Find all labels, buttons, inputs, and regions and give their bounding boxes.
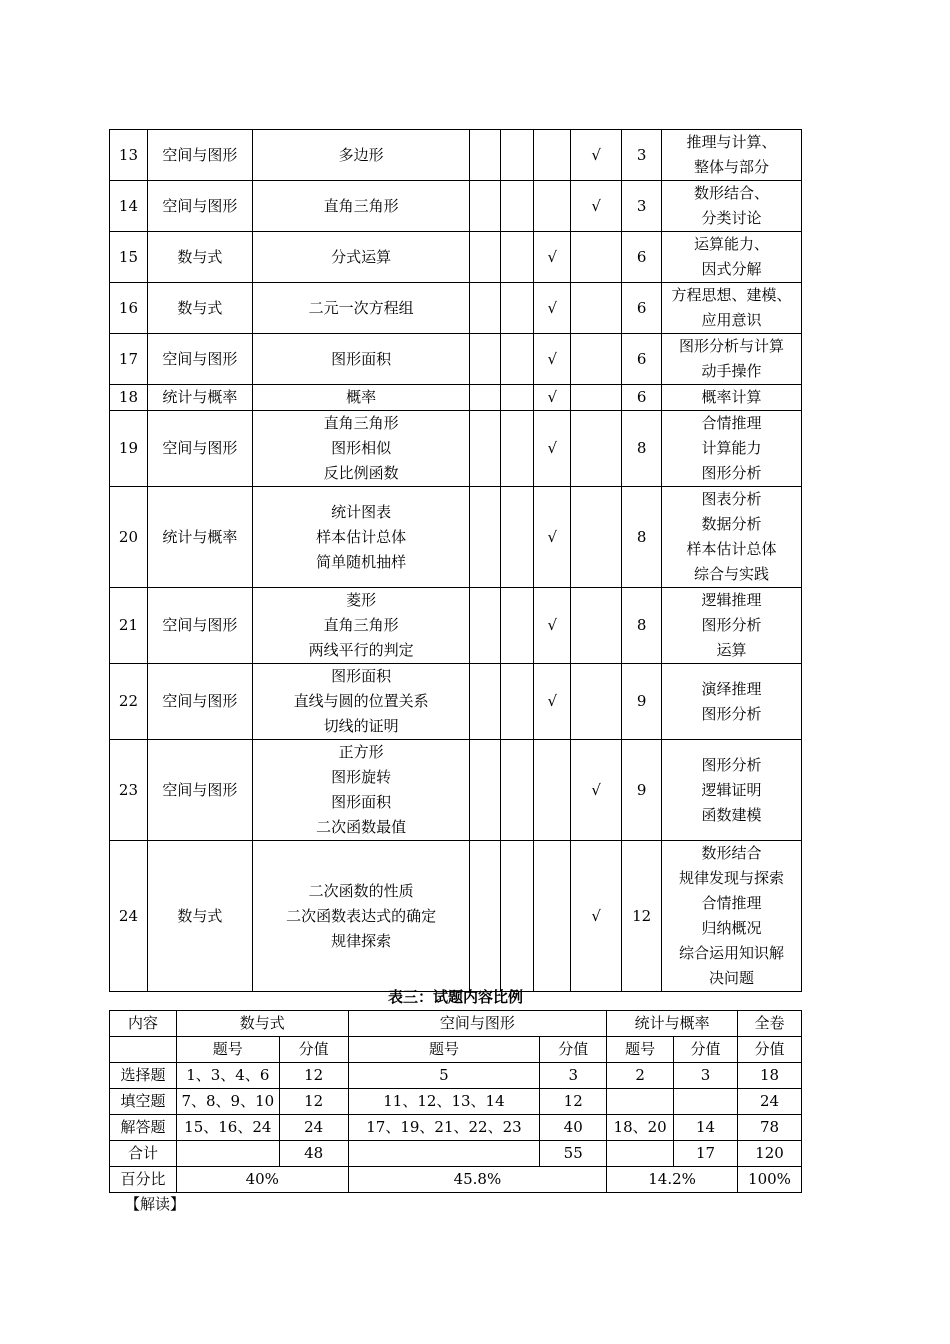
knowledge-points-line: 两线平行的判定 [308, 641, 414, 659]
level-cell-1 [470, 487, 501, 588]
question-number: 24 [110, 841, 148, 992]
knowledge-points-line: 二次函数的性质 [308, 881, 414, 900]
table-row [110, 1089, 802, 1115]
ability-cell-line: 决问题 [709, 969, 755, 987]
ability-cell-line: 数形结合、 [694, 184, 770, 202]
ability-cell [662, 487, 802, 588]
level-cell-3: √ [534, 385, 571, 411]
table-row [110, 181, 802, 232]
ability-cell [662, 232, 802, 283]
ability-cell-line: 运算能力、 [694, 235, 770, 253]
level-cell-4 [571, 664, 622, 740]
ability-cell-line: 数据分析 [701, 515, 762, 533]
content-domain: 空间与图形 [147, 181, 252, 232]
percent-total: 100% [737, 1167, 801, 1193]
content-domain: 统计与概率 [147, 385, 252, 411]
percent-label: 百分比 [110, 1167, 177, 1193]
level-cell-2 [501, 487, 534, 588]
ability-cell-line: 综合与实践 [694, 565, 770, 583]
knowledge-points-line: 概率 [346, 388, 377, 406]
ability-cell [662, 283, 802, 334]
cell-tot: 18 [737, 1063, 801, 1089]
cell-ne-s: 48 [279, 1141, 348, 1167]
ability-cell-line: 因式分解 [701, 260, 762, 278]
content-domain: 空间与图形 [147, 588, 252, 664]
knowledge-points [252, 740, 470, 841]
knowledge-points-line: 正方形 [338, 743, 384, 761]
level-cell-1 [470, 588, 501, 664]
question-number: 19 [110, 411, 148, 487]
level-cell-1 [470, 411, 501, 487]
level-cell-4 [571, 588, 622, 664]
level-cell-2 [501, 283, 534, 334]
knowledge-points-line: 多边形 [338, 145, 384, 164]
question-analysis-table [109, 129, 802, 992]
ability-cell-line: 运算 [716, 641, 747, 659]
question-score: 6 [622, 385, 662, 411]
level-cell-4 [571, 334, 622, 385]
ability-cell-line: 方程思想、建模、 [671, 286, 792, 304]
cell-sp-s: 3 [540, 1063, 607, 1089]
content-domain: 空间与图形 [147, 664, 252, 740]
level-cell-1 [470, 664, 501, 740]
level-cell-1 [470, 181, 501, 232]
cell-sp-s: 55 [540, 1141, 607, 1167]
knowledge-points [252, 664, 470, 740]
level-cell-1 [470, 283, 501, 334]
level-cell-3: √ [534, 588, 571, 664]
content-domain: 数与式 [147, 232, 252, 283]
percent-num-expr: 40% [176, 1167, 348, 1193]
knowledge-points [252, 588, 470, 664]
ability-cell-line: 合情推理 [701, 414, 762, 432]
ability-cell-line: 图形分析 [701, 464, 762, 482]
ability-cell [662, 385, 802, 411]
cell-ne-q [176, 1141, 279, 1167]
table-row [110, 334, 802, 385]
content-domain: 统计与概率 [147, 487, 252, 588]
cell-st-q [607, 1089, 674, 1115]
knowledge-points [252, 487, 470, 588]
cell-ne-q: 7、8、9、10 [176, 1089, 279, 1115]
cell-sp-s: 12 [540, 1089, 607, 1115]
knowledge-points-line: 二元一次方程组 [308, 298, 414, 317]
knowledge-points-line: 二次函数最值 [316, 818, 407, 836]
level-cell-1 [470, 740, 501, 841]
question-number: 20 [110, 487, 148, 588]
level-cell-3: √ [534, 664, 571, 740]
table-row [110, 130, 802, 181]
percent-space: 45.8% [348, 1167, 607, 1193]
knowledge-points-line: 简单随机抽样 [316, 552, 407, 571]
header-stat: 统计与概率 [607, 1011, 738, 1037]
level-cell-2 [501, 664, 534, 740]
ability-cell-line: 图形分析 [701, 704, 762, 723]
header-score: 分值 [737, 1037, 801, 1063]
cell-ne-s: 12 [279, 1089, 348, 1115]
ability-cell-line: 分类讨论 [701, 209, 762, 227]
ability-cell-line: 整体与部分 [694, 158, 770, 176]
cell-label: 合计 [110, 1141, 177, 1167]
cell-ne-q: 1、3、4、6 [176, 1063, 279, 1089]
level-cell-2 [501, 385, 534, 411]
knowledge-points-line: 直角三角形 [323, 414, 399, 432]
content-domain: 空间与图形 [147, 740, 252, 841]
ability-cell-line: 概率计算 [701, 388, 762, 406]
level-cell-3: √ [534, 232, 571, 283]
cell-label: 解答题 [110, 1115, 177, 1141]
level-cell-1 [470, 841, 501, 992]
cell-st-q [607, 1141, 674, 1167]
ability-cell-line: 计算能力 [701, 439, 762, 457]
header-row-1 [110, 1011, 802, 1037]
knowledge-points-line: 分式运算 [331, 247, 392, 266]
level-cell-3 [534, 740, 571, 841]
question-number: 13 [110, 130, 148, 181]
table-row [110, 1063, 802, 1089]
knowledge-points-line: 图形面积 [331, 349, 392, 368]
content-domain: 空间与图形 [147, 130, 252, 181]
knowledge-points [252, 283, 470, 334]
cell-st-q: 2 [607, 1063, 674, 1089]
level-cell-1 [470, 130, 501, 181]
question-score: 8 [622, 588, 662, 664]
header-score: 分值 [674, 1037, 738, 1063]
ability-cell-line: 图形分析 [701, 616, 762, 634]
cell-ne-s: 12 [279, 1063, 348, 1089]
header-num-expr: 数与式 [176, 1011, 348, 1037]
knowledge-points [252, 334, 470, 385]
level-cell-2 [501, 130, 534, 181]
cell-label: 选择题 [110, 1063, 177, 1089]
ability-cell-line: 样本估计总体 [686, 540, 777, 558]
question-score: 6 [622, 283, 662, 334]
header-score: 分值 [540, 1037, 607, 1063]
question-number: 21 [110, 588, 148, 664]
header-blank [110, 1037, 177, 1063]
question-number: 22 [110, 664, 148, 740]
table-row [110, 385, 802, 411]
level-cell-3 [534, 841, 571, 992]
cell-sp-q: 11、12、13、14 [348, 1089, 540, 1115]
ability-cell-line: 规律发现与探索 [679, 869, 785, 887]
knowledge-points [252, 181, 470, 232]
level-cell-4: √ [571, 130, 622, 181]
ability-cell [662, 334, 802, 385]
cell-sp-s: 40 [540, 1115, 607, 1141]
level-cell-4 [571, 232, 622, 283]
level-cell-3: √ [534, 411, 571, 487]
table-row [110, 588, 802, 664]
ability-cell [662, 841, 802, 992]
knowledge-points-line: 直角三角形 [323, 196, 399, 215]
level-cell-4 [571, 487, 622, 588]
percent-row [110, 1167, 802, 1193]
level-cell-3: √ [534, 487, 571, 588]
ability-cell-line: 综合运用知识解 [679, 944, 785, 962]
table-row [110, 232, 802, 283]
knowledge-points-line: 规律探索 [331, 931, 392, 950]
table-row [110, 664, 802, 740]
header-total: 全卷 [737, 1011, 801, 1037]
cell-tot: 78 [737, 1115, 801, 1141]
cell-st-s: 17 [674, 1141, 738, 1167]
question-score: 3 [622, 130, 662, 181]
table-row [110, 1141, 802, 1167]
ability-cell-line: 演绎推理 [701, 679, 762, 698]
knowledge-points-line: 切线的证明 [323, 717, 399, 735]
knowledge-points-line: 图形面积 [331, 793, 392, 811]
question-score: 6 [622, 232, 662, 283]
level-cell-4: √ [571, 740, 622, 841]
level-cell-4 [571, 411, 622, 487]
ability-cell-line: 归纳概况 [701, 919, 762, 937]
level-cell-1 [470, 385, 501, 411]
knowledge-points [252, 411, 470, 487]
cell-sp-q: 17、19、21、22、23 [348, 1115, 540, 1141]
level-cell-2 [501, 411, 534, 487]
ability-cell [662, 181, 802, 232]
cell-sp-q: 5 [348, 1063, 540, 1089]
cell-st-s [674, 1089, 738, 1115]
question-score: 12 [622, 841, 662, 992]
level-cell-4: √ [571, 841, 622, 992]
knowledge-points-line: 统计图表 [331, 502, 392, 521]
question-score: 8 [622, 411, 662, 487]
content-domain: 数与式 [147, 283, 252, 334]
cell-sp-q [348, 1141, 540, 1167]
question-score: 9 [622, 664, 662, 740]
knowledge-points-line: 直角三角形 [323, 616, 399, 634]
knowledge-points-line: 菱形 [346, 591, 377, 609]
knowledge-points-line: 样本估计总体 [316, 527, 407, 546]
ability-cell-line: 图表分析 [701, 490, 762, 508]
header-space: 空间与图形 [348, 1011, 607, 1037]
knowledge-points-line: 二次函数表达式的确定 [286, 906, 437, 925]
knowledge-points-line: 图形旋转 [331, 768, 392, 786]
level-cell-2 [501, 841, 534, 992]
table-row [110, 411, 802, 487]
content-proportion-table [109, 1010, 802, 1193]
level-cell-1 [470, 334, 501, 385]
cell-st-s: 3 [674, 1063, 738, 1089]
cell-ne-s: 24 [279, 1115, 348, 1141]
question-score: 9 [622, 740, 662, 841]
level-cell-2 [501, 181, 534, 232]
table-row [110, 841, 802, 992]
ability-cell [662, 740, 802, 841]
cell-ne-q: 15、16、24 [176, 1115, 279, 1141]
ability-cell-line: 推理与计算、 [686, 133, 777, 151]
level-cell-2 [501, 740, 534, 841]
question-score: 3 [622, 181, 662, 232]
level-cell-1 [470, 232, 501, 283]
table-caption: 表三：试题内容比例 [387, 988, 523, 1006]
question-number: 15 [110, 232, 148, 283]
header-qno: 题号 [176, 1037, 279, 1063]
ability-cell-line: 动手操作 [701, 362, 762, 380]
level-cell-4: √ [571, 181, 622, 232]
ability-cell [662, 130, 802, 181]
knowledge-points-line: 图形面积 [331, 667, 392, 685]
level-cell-4 [571, 385, 622, 411]
knowledge-points [252, 841, 470, 992]
content-domain: 空间与图形 [147, 334, 252, 385]
ability-cell-line: 函数建模 [701, 805, 762, 824]
level-cell-2 [501, 334, 534, 385]
ability-cell [662, 588, 802, 664]
question-number: 18 [110, 385, 148, 411]
question-number: 14 [110, 181, 148, 232]
ability-cell [662, 411, 802, 487]
knowledge-points [252, 130, 470, 181]
knowledge-points [252, 385, 470, 411]
content-domain: 数与式 [147, 841, 252, 992]
table-row [110, 283, 802, 334]
header-qno: 题号 [348, 1037, 540, 1063]
cell-st-q: 18、20 [607, 1115, 674, 1141]
header-qno: 题号 [607, 1037, 674, 1063]
ability-cell-line: 合情推理 [701, 894, 762, 912]
header-score: 分值 [279, 1037, 348, 1063]
cell-tot: 24 [737, 1089, 801, 1115]
question-score: 8 [622, 487, 662, 588]
question-score: 6 [622, 334, 662, 385]
question-number: 23 [110, 740, 148, 841]
content-domain: 空间与图形 [147, 411, 252, 487]
header-content: 内容 [110, 1011, 177, 1037]
level-cell-3 [534, 181, 571, 232]
ability-cell-line: 数形结合 [701, 844, 762, 862]
ability-cell-line: 逻辑证明 [701, 780, 762, 799]
knowledge-points [252, 232, 470, 283]
level-cell-4 [571, 283, 622, 334]
percent-stat: 14.2% [607, 1167, 738, 1193]
cell-st-s: 14 [674, 1115, 738, 1141]
knowledge-points-line: 图形相似 [331, 439, 392, 457]
ability-cell-line: 图形分析 [701, 755, 762, 774]
level-cell-3: √ [534, 334, 571, 385]
level-cell-3 [534, 130, 571, 181]
ability-cell [662, 664, 802, 740]
header-row-2 [110, 1037, 802, 1063]
cell-label: 填空题 [110, 1089, 177, 1115]
level-cell-2 [501, 232, 534, 283]
ability-cell-line: 图形分析与计算 [679, 337, 785, 355]
knowledge-points-line: 反比例函数 [323, 464, 399, 482]
ability-cell-line: 应用意识 [701, 311, 762, 329]
ability-cell-line: 逻辑推理 [701, 591, 762, 609]
cell-tot: 120 [737, 1141, 801, 1167]
level-cell-2 [501, 588, 534, 664]
question-number: 17 [110, 334, 148, 385]
table-row [110, 740, 802, 841]
table-row [110, 487, 802, 588]
table-row [110, 1115, 802, 1141]
level-cell-3: √ [534, 283, 571, 334]
question-number: 16 [110, 283, 148, 334]
knowledge-points-line: 直线与圆的位置关系 [293, 692, 429, 710]
interpretation-heading: 【解读】 [125, 1195, 186, 1213]
